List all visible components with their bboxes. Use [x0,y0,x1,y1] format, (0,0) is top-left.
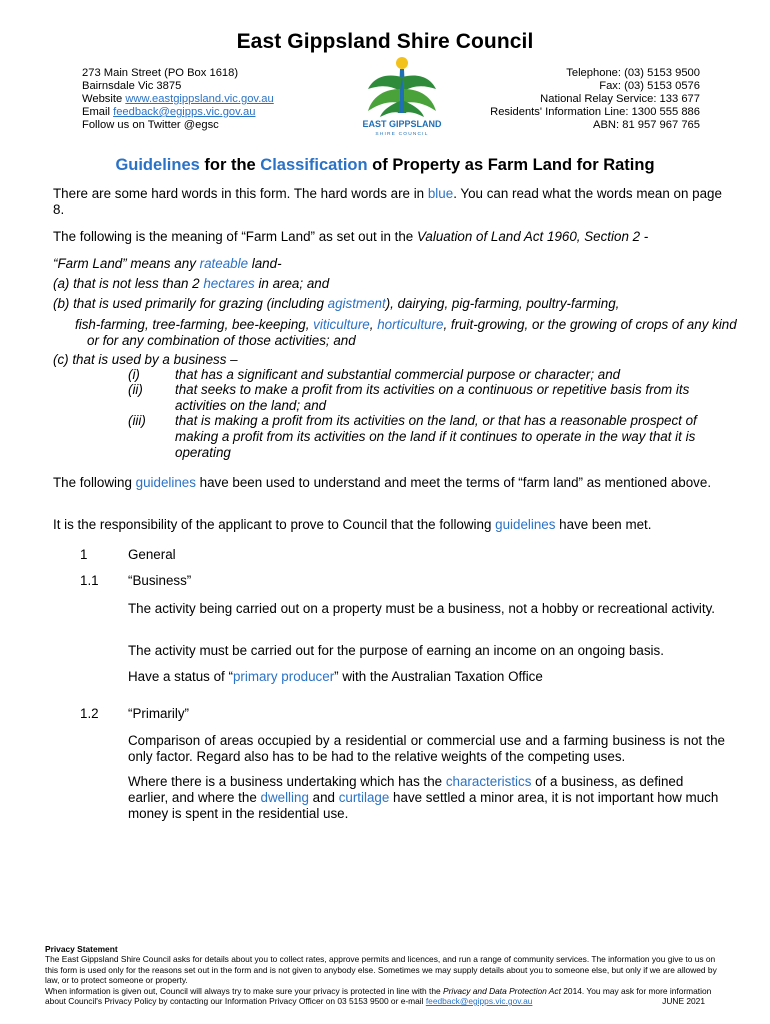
def-l1-a: “Farm Land” means any [53,256,200,271]
website-link[interactable]: www.eastgippsland.vic.gov.au [125,93,274,105]
logo-graphic-icon [356,55,448,137]
intro-paragraph-2 [53,229,725,245]
abn-line: ABN: 81 957 967 765 [593,119,700,131]
def-b-3: ), dairying, pig-farming, poultry-farming, [385,296,620,311]
privacy-statement [45,944,725,1006]
section-1-1-title: “Business” [128,573,192,588]
def-a-hectares: hectares [203,276,255,291]
address-line-2: Bairnsdale Vic 3875 [82,80,182,92]
definition-b-continued [75,317,737,349]
guide-p1-guidelines: guidelines [135,475,196,490]
contact-right-block [490,67,700,132]
def-b-4: fish-farming, tree-farming, bee-keeping, [75,317,314,332]
title-word-2: for the [199,156,261,174]
definition-line-1 [53,256,725,272]
section-1-1-para-3 [128,669,725,685]
guidelines-paragraph-1 [53,475,725,491]
guide-p2-a: It is the responsibility of the applicant to prove to Council that the following [53,517,496,532]
section-1-2-number: 1.2 [80,706,99,721]
section-1-1-number: 1.1 [80,573,99,588]
guide-p1-c: have been used to understand and meet the terms of “farm land” as mentioned above. [195,475,712,490]
title-word-classification: Classification [260,156,368,174]
section-1-2-para-2 [128,774,725,822]
def-b-8: , fruit-growing, or the growing of crops of any kind or for any combination of those activities; and [87,317,737,348]
s12-p2-a: Where there is a business undertaking which has the [128,774,446,789]
guidelines-paragraph-2 [53,517,725,533]
contact-left-block [82,67,274,132]
definition-b [53,296,725,312]
section-1-2-para-1: Comparison of areas occupied by a residential or commercial use and a farming business is not the only factor. Regard also has to be had to the relative weights of the competing uses. [128,733,725,764]
s12-curtilage: curtilage [338,790,390,805]
title-word-4: of Property as Farm Land for Rating [367,156,655,174]
guide-p2-guidelines: guidelines [495,517,556,532]
intro-p2-act: Valuation of Land Act 1960, Section 2 - [416,229,649,244]
s12-p2-g: have settled a minor area, it is not important how much money is spent in the residential use. [128,790,719,821]
logo-text-main: EAST GIPPSLAND [362,119,442,129]
privacy-act-name: Privacy and Data Protection Act [442,985,561,996]
def-l1-c: land- [248,256,282,271]
definition-c-iii-num: (iii) [128,413,146,428]
website-line [82,93,274,106]
def-b-viticulture: viticulture [313,317,370,332]
intro-p1-text-c: . You can read what the words mean on page 8. [53,186,722,217]
fax-line: Fax: (03) 5153 0576 [599,80,700,92]
definition-c-iii-text: that is making a profit from its activities on the land, or that has a reasonable prospect of making a profit from its activities on the land if it continues to operate in the way that it is operating [175,413,697,460]
def-l1-rateable: rateable [199,256,249,271]
def-a-3: in area; and [254,276,330,291]
s12-dwelling: dwelling [260,790,309,805]
intro-p2-text: The following is the meaning of “Farm Land” as set out in the [53,229,417,244]
definition-c-i-text: that has a significant and substantial commercial purpose or character; and [175,367,621,382]
intro-p1-text-a: There are some hard words in this form. The hard words are in [53,186,428,201]
privacy-paragraph-1: The East Gippsland Shire Council asks for details about you to collect rates, approve permits and licences, and run a range of community services. The information you give to us on this form is used only for the reasons set out in the form and is not given to anybody else. Sometimes we may supply details about you to someone else, but only if we are allowed by law, or to protect someone or property. [45,954,717,986]
s12-characteristics: characteristics [445,774,532,789]
s12-p2-c: of a business, as defined earlier, and where the [128,774,684,805]
s11-primary-producer: primary producer [232,669,335,684]
website-label: Website [82,93,126,105]
privacy-p2-c: 2014. You may ask for more information about Council's Privacy Policy by contacting our Information Privacy Officer on 03 5153 9500 or e-mail [45,985,712,1007]
twitter-line: Follow us on Twitter @egsc [82,119,219,131]
def-b-1: (b) that is used primarily for grazing (including [53,296,328,311]
title-word-guidelines: Guidelines [115,156,200,174]
email-line [82,106,274,119]
def-a-1: (a) that is not less than 2 [53,276,204,291]
def-b-horticulture: horticulture [377,317,444,332]
s12-p2-e: and [308,790,339,805]
email-link[interactable]: feedback@egipps.vic.gov.au [113,106,256,118]
section-1-title: General [128,547,176,562]
definition-c-ii-text: that seeks to make a profit from its activities on a continuous or repetitive basis from its activities on the land; and [175,382,690,413]
s11-p3-c: ” with the Australian Taxation Office [334,669,543,684]
info-line: Residents' Information Line: 1300 555 886 [490,106,700,118]
privacy-email-link[interactable]: feedback@egipps.vic.gov.au [425,996,533,1007]
guide-p1-a: The following [53,475,136,490]
definition-a [53,276,725,292]
relay-line: National Relay Service: 133 677 [540,93,700,105]
email-label: Email [82,106,114,118]
privacy-heading: Privacy Statement [45,944,118,954]
document-date: JUNE 2021 [662,996,705,1007]
section-1-1-para-2: The activity must be carried out for the purpose of earning an income on an ongoing basis. [128,643,664,658]
council-logo [356,55,448,137]
guide-p2-c: have been met. [555,517,652,532]
section-1-1-para-1: The activity being carried out on a property must be a business, not a hobby or recreational activity. [128,601,716,616]
intro-paragraph-1 [53,186,725,218]
telephone-line: Telephone: (03) 5153 9500 [566,67,700,79]
definition-c-i-num: (i) [128,367,140,382]
definition-c-ii-num: (ii) [128,382,143,397]
logo-text-sub: SHIRE COUNCIL [375,132,429,137]
address-line-1: 273 Main Street (PO Box 1618) [82,67,239,79]
def-b-agistment: agistment [327,296,386,311]
definition-c: (c) that is used by a business – [53,352,238,367]
section-1-number: 1 [80,547,88,562]
document-title [0,156,770,175]
intro-p1-blue-word: blue [427,186,454,201]
section-1-2-title: “Primarily” [128,706,189,721]
council-name-heading: East Gippsland Shire Council [236,30,534,53]
privacy-paragraph-2 [45,986,725,1007]
s11-p3-a: Have a status of “ [128,669,233,684]
privacy-p2-a: When information is given out, Council will always try to make sure your privacy is protected in line with the [45,985,443,996]
def-b-6: , [369,317,378,332]
